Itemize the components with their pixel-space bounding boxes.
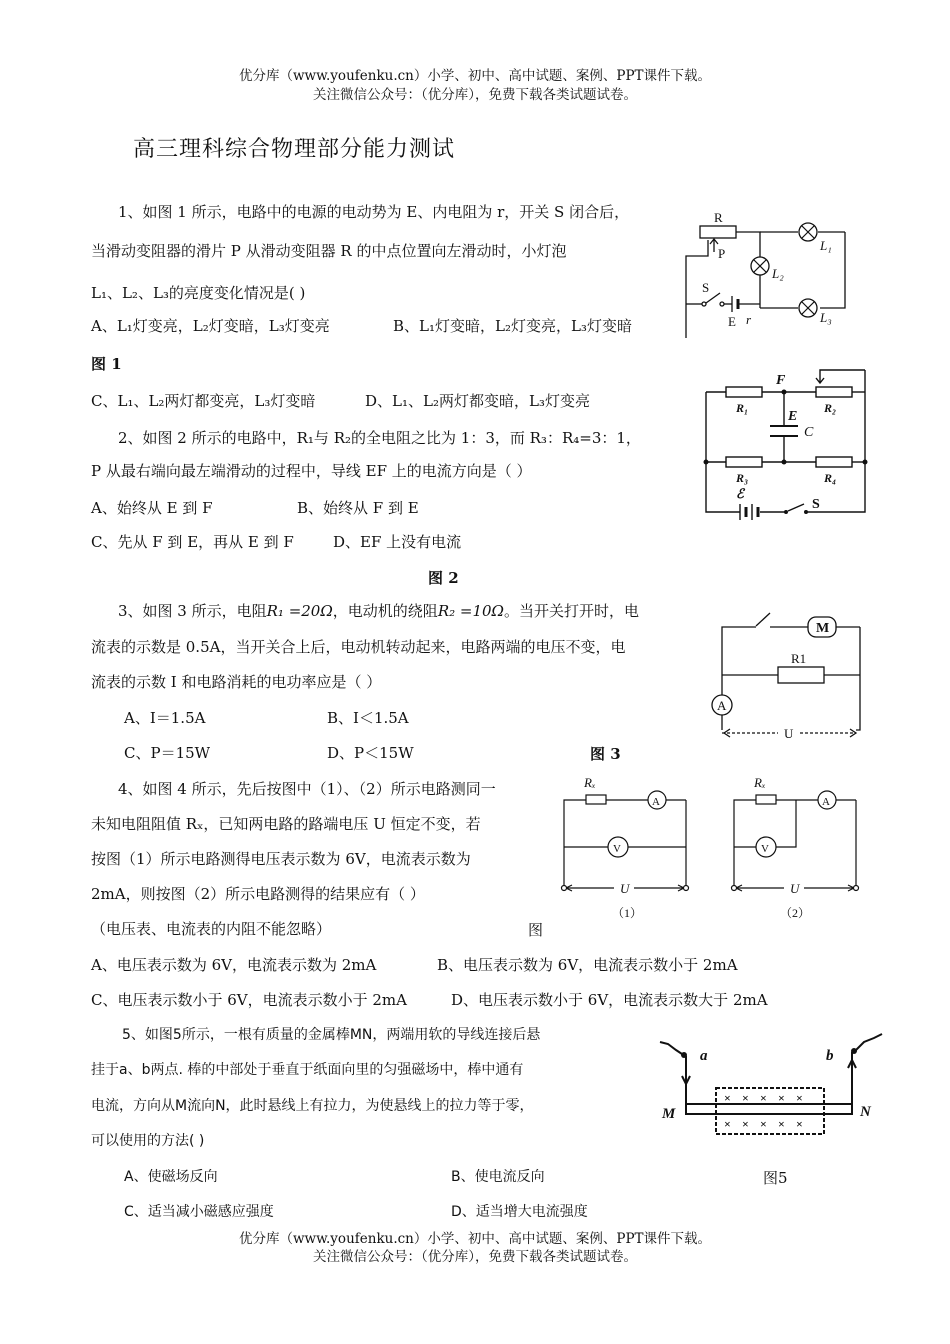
figure-5-rod-in-field: [656, 1030, 886, 1140]
fig1-label-r: R: [714, 210, 723, 225]
q2-option-a: A、始终从 E 到 F: [91, 499, 213, 517]
fig5-field-cross: ×: [796, 1117, 803, 1131]
q3-option-b: B、I＜1.5A: [327, 709, 409, 727]
q3-line-1-part-e: 。当开关打开时，电: [503, 602, 639, 620]
q4-line-3: 按图（1）所示电路测得电压表示数为 6V，电流表示数为: [91, 850, 471, 868]
q2-option-b: B、始终从 F 到 E: [297, 499, 419, 517]
q1-line-1: 1、如图 1 所示，电路中的电源的电动势为 E、内电阻为 r，开关 S 闭合后，: [118, 203, 630, 221]
footer-line-2: 关注微信公众号：（优分库），免费下载各类试题试卷。: [313, 1249, 637, 1265]
fig2-label-r3: R₃: [736, 471, 749, 485]
q5-figure-caption: 图5: [763, 1169, 788, 1187]
q4-line-2: 未知电阻阻值 Rₓ，已知两电路的路端电压 U 恒定不变，若: [91, 815, 481, 833]
header-line-2: 关注微信公众号：（优分库），免费下载各类试题试卷。: [313, 87, 637, 103]
fig4-2-sublabel: （2）: [780, 906, 811, 920]
q5-line-2: 挂于a、b两点. 棒的中部处于垂直于纸面向里的匀强磁场中，棒中通有: [91, 1062, 524, 1078]
fig5-label-m: M: [662, 1106, 676, 1122]
q4-option-c: C、电压表示数小于 6V，电流表示数小于 2mA: [91, 991, 407, 1009]
fig4-1-label-u: U: [620, 881, 630, 896]
fig4-1-label-voltmeter: V: [613, 843, 621, 855]
q3-figure-caption: 图 3: [590, 745, 621, 763]
q4-line-4: 2mA，则按图（2）所示电路测得的结果应有（ ）: [91, 885, 425, 903]
q3-line-3: 流表的示数 I 和电路消耗的电功率应是（ ）: [91, 673, 382, 691]
q2-line-1: 2、如图 2 所示的电路中，R₁与 R₂的全电阻之比为 1：3，而 R₃：R₄=3：1，: [118, 429, 641, 447]
q1-option-d: D、L₁、L₂两灯都变暗，L₃灯变亮: [365, 392, 590, 410]
q3-line-1-part-c: ，电动机的绕阻: [332, 602, 438, 620]
fig3-label-motor: M: [816, 621, 830, 636]
fig5-field-cross: ×: [724, 1117, 731, 1131]
q4-figure-caption: 图: [528, 921, 544, 939]
q1-option-a: A、L₁灯变亮，L₂灯变暗，L₃灯变亮: [91, 317, 330, 335]
fig2-label-r2: R₂: [824, 401, 837, 415]
q3-r1-value: R₁ =20Ω: [266, 602, 333, 620]
fig1-label-l2: L₂: [772, 266, 784, 281]
fig3-label-ammeter: A: [717, 698, 727, 713]
q1-option-b: B、L₁灯变暗，L₂灯变亮，L₃灯变暗: [393, 317, 632, 335]
q2-line-2: P 从最右端向最左端滑动的过程中，导线 EF 上的电流方向是（ ）: [91, 462, 532, 480]
fig2-label-f: F: [776, 373, 786, 388]
fig1-label-s: S: [702, 280, 710, 295]
fig2-label-c: C: [804, 425, 814, 440]
fig5-field-cross: ×: [760, 1117, 767, 1131]
footer-line-1: 优分库（www.youfenku.cn）小学、初中、高中试题、案例、PPT课件下载。: [238, 1231, 712, 1247]
q3-option-d: D、P＜15W: [327, 744, 414, 762]
fig1-label-l3: L₃: [820, 310, 832, 325]
fig1-label-r-internal: r: [746, 312, 752, 327]
figure-1-circuit: [680, 208, 880, 338]
fig2-label-emf: ℰ: [736, 486, 744, 501]
fig4-1-label-rx: Rₓ: [584, 775, 596, 790]
fig5-field-cross: ×: [724, 1091, 731, 1105]
q3-line-1-part-a: 3、如图 3 所示，电阻: [118, 602, 267, 620]
q4-line-1: 4、如图 4 所示，先后按图中（1）、（2）所示电路测同一: [118, 780, 496, 798]
fig5-label-b: b: [826, 1048, 834, 1064]
figure-2-circuit: [700, 370, 870, 520]
fig2-label-r1: R₁: [736, 401, 749, 415]
q5-line-1: 5、如图5所示，一根有质量的金属棒MN，两端用软的导线连接后悬: [122, 1027, 541, 1043]
fig5-field-cross: ×: [742, 1091, 749, 1105]
q4-option-d: D、电压表示数小于 6V，电流表示数大于 2mA: [451, 991, 768, 1009]
fig5-field-cross: ×: [742, 1117, 749, 1131]
fig5-field-cross: ×: [796, 1091, 803, 1105]
q3-line-1: [118, 601, 639, 621]
fig4-2-label-u: U: [790, 881, 800, 896]
q4-line-5: （电压表、电流表的内阻不能忽略）: [91, 920, 332, 938]
q4-option-a: A、电压表示数为 6V，电流表示数为 2mA: [91, 956, 377, 974]
q5-option-b: B、使电流反向: [451, 1169, 545, 1185]
fig5-label-n: N: [860, 1104, 871, 1120]
fig4-2-label-voltmeter: V: [761, 843, 769, 855]
fig2-label-s: S: [812, 497, 820, 512]
q1-option-c: C、L₁、L₂两灯都变亮，L₃灯变暗: [91, 392, 316, 410]
fig4-1-label-ammeter: A: [652, 796, 660, 808]
fig3-label-r1: R1: [791, 651, 807, 666]
q3-line-2: 流表的示数是 0.5A，当开关合上后，电动机转动起来，电路两端的电压不变，电: [91, 638, 626, 656]
q5-option-a: A、使磁场反向: [124, 1169, 218, 1185]
q4-option-b: B、电压表示数为 6V，电流表示数小于 2mA: [437, 956, 738, 974]
q5-line-3: 电流，方向从M流向N，此时悬线上有拉力，为使悬线上的拉力等于零，: [91, 1098, 534, 1114]
fig4-2-label-rx: Rₓ: [754, 775, 766, 790]
fig1-label-e: E: [728, 314, 736, 329]
fig3-label-u: U: [784, 726, 794, 741]
q2-option-d: D、EF 上没有电流: [333, 533, 462, 551]
fig5-field-cross: ×: [778, 1117, 785, 1131]
header-line-1: 优分库（www.youfenku.cn）小学、初中、高中试题、案例、PPT课件下载。: [238, 68, 712, 84]
q3-option-c: C、P＝15W: [124, 744, 211, 762]
fig4-2-label-ammeter: A: [822, 796, 830, 808]
q5-option-c: C、适当减小磁感应强度: [124, 1204, 274, 1220]
fig2-label-r4: R₄: [824, 471, 837, 485]
fig5-field-cross: ×: [760, 1091, 767, 1105]
fig5-field-cross: ×: [778, 1091, 785, 1105]
figure-4-circuits: [556, 770, 866, 925]
q1-figure-caption: 图 1: [91, 355, 122, 373]
q1-line-3: L₁、L₂、L₃的亮度变化情况是( ): [91, 284, 306, 302]
fig2-label-e: E: [788, 409, 798, 424]
q5-option-d: D、适当增大电流强度: [451, 1204, 588, 1220]
fig1-label-p: P: [718, 246, 726, 261]
q2-figure-caption: 图 2: [428, 569, 459, 587]
q1-line-2: 当滑动变阻器的滑片 P 从滑动变阻器 R 的中点位置向左滑动时，小灯泡: [91, 242, 567, 260]
fig4-1-sublabel: （1）: [612, 906, 643, 920]
q2-option-c: C、先从 F 到 E，再从 E 到 F: [91, 533, 294, 551]
q5-line-4: 可以使用的方法( ): [91, 1133, 205, 1149]
figure-3-circuit: [708, 605, 868, 740]
q3-r2-value: R₂ =10Ω: [437, 602, 504, 620]
fig1-label-l1: L₁: [820, 238, 832, 253]
q3-option-a: A、I＝1.5A: [124, 709, 206, 727]
page-title: 高三理科综合物理部分能力测试: [133, 137, 456, 162]
fig5-label-a: a: [700, 1048, 708, 1064]
